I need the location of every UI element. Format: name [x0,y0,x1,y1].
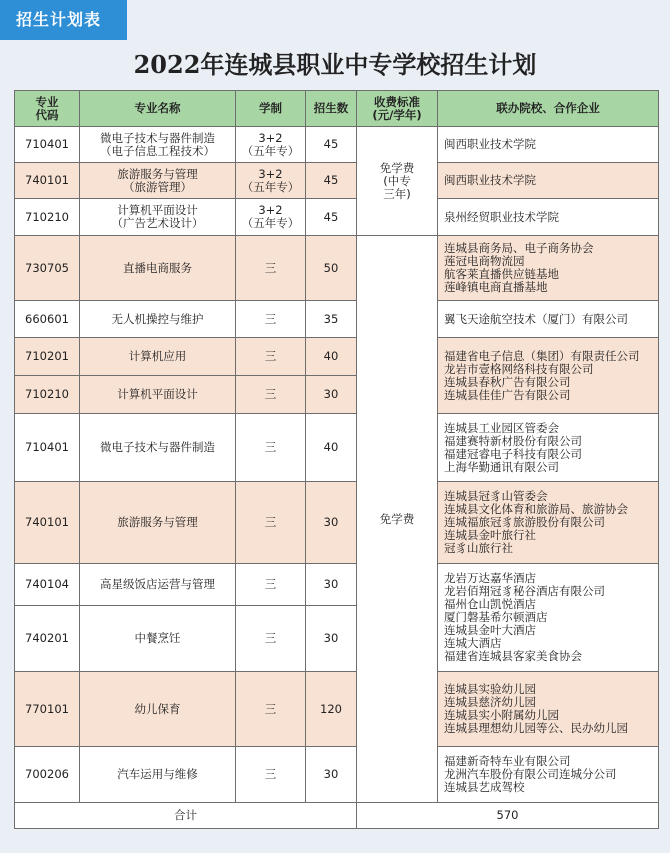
row-quota: 45 [306,163,357,199]
row-quota: 30 [306,482,357,564]
row-name: 计算机平面设计 （广告艺术设计） [80,199,236,236]
row-name: 幼儿保育 [80,672,236,747]
row-partners: 连城县商务局、电子商务协会 莲冠电商物流园 航客莱直播供应链基地 莲峰镇电商直播基地 [438,236,659,301]
row-quota: 120 [306,672,357,747]
row-quota: 30 [306,747,357,803]
row-partners: 连城县冠豸山管委会 连城县文化体育和旅游局、旅游协会 连城福旅冠豸旅游股份有限公司 连城县金叶旅行社 冠豸山旅行社 [438,482,659,564]
table-row [15,236,659,301]
row-partners-merged: 龙岩万达嘉华酒店 龙岩佰翔冠豸秘谷酒店有限公司 福州仓山凯悦酒店 厦门磐基希尔顿酒店 连城县金叶大酒店 连城大酒店 福建省连城县客家美食协会 [438,564,659,672]
total-value: 570 [357,803,659,829]
page-title: 2022年连城县职业中专学校招生计划 [133,50,537,79]
row-name: 高星级饭店运营与管理 [80,564,236,606]
row-duration: 三 [236,338,306,376]
row-partners: 泉州经贸职业技术学院 [438,199,659,236]
row-quota: 40 [306,338,357,376]
fee-group-2: 免学费 [357,236,438,803]
row-partners: 连城县实验幼儿园 连城县慈济幼儿园 连城县实小附属幼儿园 连城县理想幼儿园等公、民办幼儿园 [438,672,659,747]
table-row [15,482,659,564]
row-code: 710210 [15,199,80,236]
row-code: 710201 [15,338,80,376]
row-partners: 翼飞天途航空技术（厦门）有限公司 [438,301,659,338]
row-quota: 45 [306,127,357,163]
row-name: 计算机平面设计 [80,376,236,414]
row-duration: 三 [236,606,306,672]
section-tag: 招生计划表 [0,0,127,40]
table-row [15,163,659,199]
table-row [15,127,659,163]
row-quota: 30 [306,606,357,672]
row-name: 微电子技术与器件制造 [80,414,236,482]
table-row [15,747,659,803]
row-code: 740101 [15,163,80,199]
row-code: 740104 [15,564,80,606]
row-partners: 闽西职业技术学院 [438,163,659,199]
row-quota: 30 [306,564,357,606]
row-duration: 三 [236,376,306,414]
row-name: 汽车运用与维修 [80,747,236,803]
row-duration: 三 [236,564,306,606]
row-code: 700206 [15,747,80,803]
row-duration: 三 [236,236,306,301]
row-quota: 30 [306,376,357,414]
table-row [15,564,659,606]
row-name: 微电子技术与器件制造 （电子信息工程技术） [80,127,236,163]
table-row [15,672,659,747]
header-fee: 收费标准 (元/学年) [357,91,438,127]
header-partners: 联办院校、合作企业 [438,91,659,127]
row-code: 710401 [15,127,80,163]
header-quota: 招生数 [306,91,357,127]
row-code: 730705 [15,236,80,301]
row-duration: 三 [236,301,306,338]
total-label: 合计 [15,803,357,829]
row-quota: 50 [306,236,357,301]
row-partners-merged: 福建省电子信息（集团）有限责任公司 龙岩市壹格网络科技有限公司 连城县春秋广告有限公司 连城县佳佳广告有限公司 [438,338,659,414]
row-duration: 三 [236,414,306,482]
enrollment-plan-table [14,90,659,829]
row-partners: 闽西职业技术学院 [438,127,659,163]
header-name: 专业名称 [80,91,236,127]
row-code: 660601 [15,301,80,338]
row-partners: 福建新奇特车业有限公司 龙洲汽车股份有限公司连城分公司 连城县艺成驾校 [438,747,659,803]
row-code: 740201 [15,606,80,672]
header-code: 专业 代码 [15,91,80,127]
total-row [15,803,659,829]
row-duration: 3+2 （五年专） [236,199,306,236]
row-quota: 40 [306,414,357,482]
table-row [15,199,659,236]
row-code: 770101 [15,672,80,747]
row-name: 旅游服务与管理 （旅游管理） [80,163,236,199]
row-duration: 三 [236,747,306,803]
row-duration: 三 [236,672,306,747]
row-name: 直播电商服务 [80,236,236,301]
fee-group-1: 免学费 (中专 三年) [357,127,438,236]
table-row [15,414,659,482]
row-quota: 35 [306,301,357,338]
row-duration: 3+2 （五年专） [236,127,306,163]
row-partners: 连城县工业园区管委会 福建赛特新材股份有限公司 福建冠睿电子科技有限公司 上海华勤通讯有限公司 [438,414,659,482]
row-code: 710210 [15,376,80,414]
row-duration: 三 [236,482,306,564]
row-code: 710401 [15,414,80,482]
row-name: 计算机应用 [80,338,236,376]
row-name: 中餐烹饪 [80,606,236,672]
header-duration: 学制 [236,91,306,127]
row-quota: 45 [306,199,357,236]
row-duration: 3+2 （五年专） [236,163,306,199]
row-name: 旅游服务与管理 [80,482,236,564]
table-row [15,301,659,338]
row-code: 740101 [15,482,80,564]
table-row [15,338,659,376]
row-name: 无人机操控与维护 [80,301,236,338]
